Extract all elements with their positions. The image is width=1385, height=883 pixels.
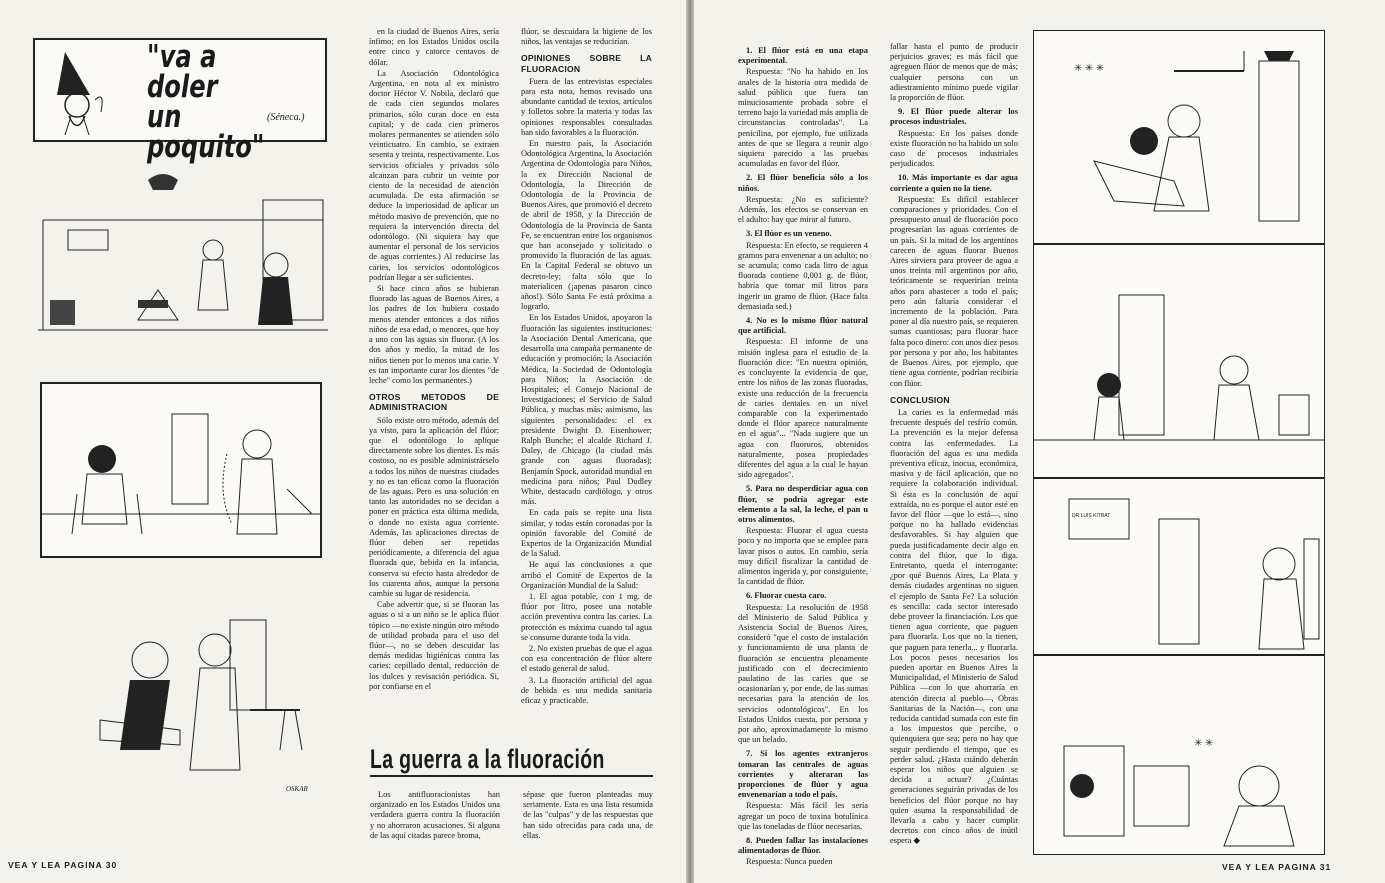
headline-rule [370,775,653,777]
section-heading: OPINIONES SOBRE LA FLUORACION [521,53,652,74]
answer: Respuesta: Nunca pueden [746,857,833,867]
conclusion-heading: CONCLUSION [890,394,950,405]
patient-laughing-panel [1033,655,1325,855]
question: 10. Más importante es dar agua corriente a quien no la tiene. [890,173,1018,193]
paragraph: Cabe advertir que, si se fluoran las aguas o si a un niño se le aplica flúor tópico —no existe ningún otro método de utilidad probada para el uso del flúor—, no se deben descuidar las demás medidas higiénicas contra las caries: cepillado dental, reducción de los dulces y revisación periódica. Si, por confiarse en el [369,600,499,691]
paragraph: Los antifluoracionistas han organizado en los Estados Unidos una verdadera guerra contra la fluoración y no ahorraron acusaciones. Si alguna de las aquí citadas parece broma, [370,790,500,840]
title-box [33,38,327,165]
paragraph: 3. La fluoración artificial del agua de bebida es una medida sanitaria eficaz y practicable. [521,675,652,705]
diploma-text: DR LUIS KITBAT [1072,513,1111,519]
paragraph: En nuestro país, la Asociación Odontológica Argentina, la Asociación Argentina de Odontología para Niños, la ex Dirección Nacional de Odontología, la Dirección de Odontología de la Provincia de Buenos Aires, que promovió el decreto de abril de 1958, y la Dirección de Odontología de la Provincia de Santa Fe, se encuentran entre los organismos que han aconsejado y solicitado o promovido la fluoración de las aguas. En la Capital Federal se obtuvo un decreto-ley; falta sólo que lo materialicen (¡apenas pasaron cinco años!). Sólo Santa Fe está próxima a lograrlo. [521,139,652,312]
dentist-drill-panel [1033,30,1325,244]
answer: Respuesta: Fluorar el agua cuesta poco y no importa que se emplee para lavar pisos o autos. En cambio, sería muy difícil fiscalizar la cantidad de alimentos ingerida y, por consiguiente, la cantidad de flúor. [738,526,868,587]
right-page [694,0,1385,883]
paragraph: sépase que fueron planteadas muy seriamente. Esta es una lista resumida de las "culpas" y de las respuestas que han sido ofrecidas para cada una, de ellas. [523,790,653,840]
question: 2. El flúor beneficia sólo a los niños. [738,173,868,193]
question: 1. El flúor está en una etapa experimental. [738,46,868,66]
answer: Respuesta: En los países donde existe fluoración no ha habido un solo caso de procesos industriales perjudicados. [890,128,1018,169]
answer: Respuesta: "No ha habido en los anales de la historia otra medida de salud pública que fuera tan minuciosamente probada sobre el terreno bajo la variedad más amplia de circunstancias controladas". La penicilina, por ejemplo, fue utilizada antes de que se llegara a reunir algo siquiera parecido a las pruebas acumuladas en favor del flúor. [738,67,868,169]
left-column-1 [369,27,499,727]
paragraph: en la ciudad de Buenos Aires, sería ínfimo; en los Estados Unidos oscila entre cinco y catorce centavos de dólar. [369,27,499,67]
question: 3. El flúor es un veneno. [746,229,832,239]
page-folio: VEA Y LEA PAGINA 30 [8,860,118,870]
section-heading: OTROS METODOS DE ADMINISTRACION [369,392,499,413]
answer: Respuesta: La resolución de 1958 del Ministerio de Salud Pública y Asistencia Social de Buenos Aires, consideró "que el costo de instalación y funcionamiento de una planta de fluoración se encuentra plenamente justificado con el decrecimiento paulatino de las caries que se ocasionarían y, por ende, de las sumas necesarias para la atención de los servicios odontológicos". En los Estados Unidos cuesta, por persona y por año, aproximadamente lo mismo que un helado. [738,602,868,745]
question: 5. Para no desperdiciar agua con flúor, se podría agregar este elemento a la sal, la leche, el pan u otros alimentos. [738,484,868,524]
dentist-office-panel [1033,478,1325,655]
paragraph: En los Estados Unidos, apoyaron la fluoración las siguientes instituciones: la Asociación Dental Americana, que desarrolla una campaña permanente de educación y promoción; la Asociación Médica, la Sociedad de Odontología para Niños; la Asociación de Hospitales; el Consejo Nacional de Investigaciones; el Servicio de Salud Pública, y muchas más; asimismo, las siguientes personalidades: el ex presidente Dwight D. Eisenhower; Ralph Bunche; el alcalde Richard J. Daley, de Chicago (la ciudad más grande con aguas fluoradas); Benjamín Spock, autoridad mundial en medicina para niños; Paul Dudley White, destacado cardiólogo, y otros más. [521,313,652,507]
gutter [686,0,694,883]
right-column-2 [890,42,1018,860]
conclusion-text: La caries es la enfermedad más frecuente después del resfrío común. La prevención es la mejor defensa contra las enfermedades. La fluoración del agua es una medida preventiva eficaz, inocua, económica, masiva y de fácil aplicación, que no requiere la colaboración individual. Si ésta es la conclusión de aquí extraída, no es porque el autor esté en favor del flúor —que lo está—, sino porque no ha hallado evidencias desfavorables. Si hay alguien que pueda justificadamente decir algo en contra del flúor, que lo diga. Entretanto, queda el interrogante: ¿por qué Buenos Aires, La Plata y demás ciudades argentinas no siguen el ejemplo de Santa Fe? La solución es sencilla: cada sector interesado debe proveer la financiación. Los que tienen agua corriente, que paguen para fluorarla. Los que no la tienen, que paguen para tenerla... y fluorarla. Los pocos pesos necesarios los pueden aportar en Buenos Aires la Municipalidad, el Ministerio de Salud Pública —con lo que ahorraría en atención directa al pueblo—, Obras Sanitarias de la Nación—, con una reducida cantidad sumada con este fin a los impuestos que percibe, o quienquiera que sea; pero no hay que seguir perdiendo el tiempo, que es perder salud. ¿Hasta cuándo deberán esperar los niños que alguien se decida a actuar? ¿Cuántas generaciones seguirán privadas de los beneficios del flúor porque no hay quien asuma la responsabilidad de llevarla a cabo y hacer cumplir decretos con cinco años de inútil espera ◆ [890,407,1018,846]
page-folio: VEA Y LEA PAGINA 31 [1222,862,1332,872]
paragraph: Fuera de las entrevistas especiales para esta nota, hemos revisado una abundante cantidad de textos, artículos y folletos sobre la materia y todas las opiniones responsables consultadas han sido favorables a la fluoración. [521,76,652,137]
right-column-1 [738,42,868,867]
answer: Respuesta: Más fácil les sería agregar un poco de toxina botulínica que las toneladas de flúor necesarias. [738,801,868,831]
answer: fallar hasta el punto de producir perjuicios graves; es más fácil que agreguen flúor de menos que de más; cualquier persona con un adiestramiento mínimo puede vigilar la proporción de flúor. [890,42,1018,103]
paragraph: En cada país se repite una lista similar, y todas están coronadas por la opinión favorable del Comité de Expertos de la Organización Mundial de la Salud. [521,508,652,559]
question: 4. No es lo mismo flúor natural que artificial. [738,316,868,336]
title-attribution: (Séneca.) [267,112,305,123]
artist-signature: OSKAR [286,785,308,793]
question: 6. Fluorar cuesta caro. [746,591,827,601]
paragraph: Sólo existe otro método, además del ya visto, para la aplicación del flúor: que el odontólogo lo aplique directamente sobre los dientes. Es más costoso, no es posible administrárselo a todos los niños de nuestras ciudades y no es tan eficaz como la fluoración de las aguas. Pero es una solución en tanto las autoridades no se decidan a poner en práctica esta última medida, o donde no exista agua corriente. Además, las aplicaciones directas de flúor deben ser repetidas periódicamente, a diferencia del agua fluorada que, bebida en la infancia, conserva su efecto hasta alrededor de los cuarenta años, aunque la persona cambie su lugar de residencia. [369,415,499,598]
paragraph: flúor, se descuidara la higiene de los niños, las ventajas se reducirían. [521,27,652,47]
dental-office-illustration [38,160,328,360]
question: 7. Si los agentes extranjeros tomaran las centrales de aguas corrientes y alteraran las proporciones de flúor y agua envenenarían a todo el país. [738,749,868,800]
paragraph: He aquí las conclusiones a que arribó el Comité de Expertos de la Organización Mundial de la Salud: [521,560,652,590]
answer: Respuesta: En efecto, se requieren 4 gramos para envenenar a un adulto; no se acumula; como cada litro de agua fluorada contiene 0,001 g. de flúor, habría que tomar mil litros para ingerir un gramo de flúor. (Hace falta demasiada sed.) [738,240,868,311]
answer: Respuesta: El informe de una misión inglesa para el estudio de la fluoración dice: "En nuestra opinión, es concluyente la evidencia de que, entre los niños de las zonas fluoradas, existe una reducción de la frecuencia de caries dentales en un nivel comparable con la experimentado donde el flúor aparece naturalmente en el agua"... "Nada sugiere que un agua con fluoruros, obtenidos naturalmente, posea propiedades diferentes del agua a la cual le hayan sido agregados". [738,337,868,480]
chair-illustration-panel [40,382,322,558]
paragraph: 2. No existen pruebas de que el agua con esa concentración de flúor altere el estado general de salud. [521,643,652,674]
svg-text:✳ ✳: ✳ ✳ [1194,738,1214,749]
dentist-patient-illustration [40,580,330,790]
bottom-column-1 [370,790,500,850]
answer: Respuesta: ¿No es suficiente? Además, los efectos se conservan en el adulto: hay que mirar al futuro. [738,194,868,225]
waiting-room-panel [1033,244,1325,478]
svg-text:✳ ✳ ✳: ✳ ✳ ✳ [1074,63,1105,74]
section-headline: La guerra a la fluoración [370,744,605,774]
paragraph: 1. El agua potable, con 1 mg. de flúor por litro, posee una notable acción preventiva contra las caries. La protección es máxima cuando tal agua se consume durante toda la vida. [521,591,652,642]
left-page [0,0,686,883]
paragraph: La Asociación Odontológica Argentina, en nota al ex ministro doctor Héctor V. Nobila, declaró que de cada cien segundos molares primarios, sólo curan doce en esta capital; y de cada cien primeros molares permanentes se atienden sólo veinticuatro. En cambio, se extraen sesenta y treinta, respectivamente. Los servicios oficiales y privados sólo alcanzan para cubrir un veinte por ciento de la necesidad de atención acumulada. De esta afirmación se deduce la imperiosidad de aplicar un método masivo de prevención, que no requiera la intervención directa del odontólogo. (Ni siquiera hay que aumentar el personal de los servicios de aguas corrientes.) Al reducirse las caries, los servicios odontológicos podrían llegar a ser suficientes. [369,68,499,282]
question: 8. Pueden fallar las instalaciones alimentadoras de flúor. [738,836,868,856]
article-title: "va a doler un poquito" [147,39,265,165]
paragraph: Si hace cinco años se hubieran fluorado las aguas de Buenos Aires, a los padres de los hubiera costado menos atender entonces a dos niños niños de esa edad, o menores, que hoy a uno con las aguas sin fluorar. (A los dos años y medio, la mitad de los niños tienen por lo menos una carie. Y es tan importante curar los dientes "de leche" como los permanentes.) [369,284,499,385]
bottom-column-2 [523,790,653,850]
answer: Respuesta: Es difícil establecer comparaciones y prioridades. Con el presupuesto anual de fluoración poco progresarían las aguas corrientes de un país. Si la mitad de los argentinos carecen de aguas fluorar Buenos Aires sirviera para proveer de agua a unos treinta mil argentinos por año, teóricamente se requerirían treinta años para abastecer a todo el país; pero aún faltaría considerar el incremento de la población. Para poner al día nuestro país, se requieren sumas cuantiosas; para fluorar hace falta poco dinero: con unos diez pesos por persona y por año, los habitantes de Buenos Aires, por ejemplo, que tiene agua corriente, podrían recibiría con flúor. [890,194,1018,388]
question: 9. El flúor puede alterar los procesos industriales. [890,107,1018,127]
left-column-2 [521,27,652,727]
